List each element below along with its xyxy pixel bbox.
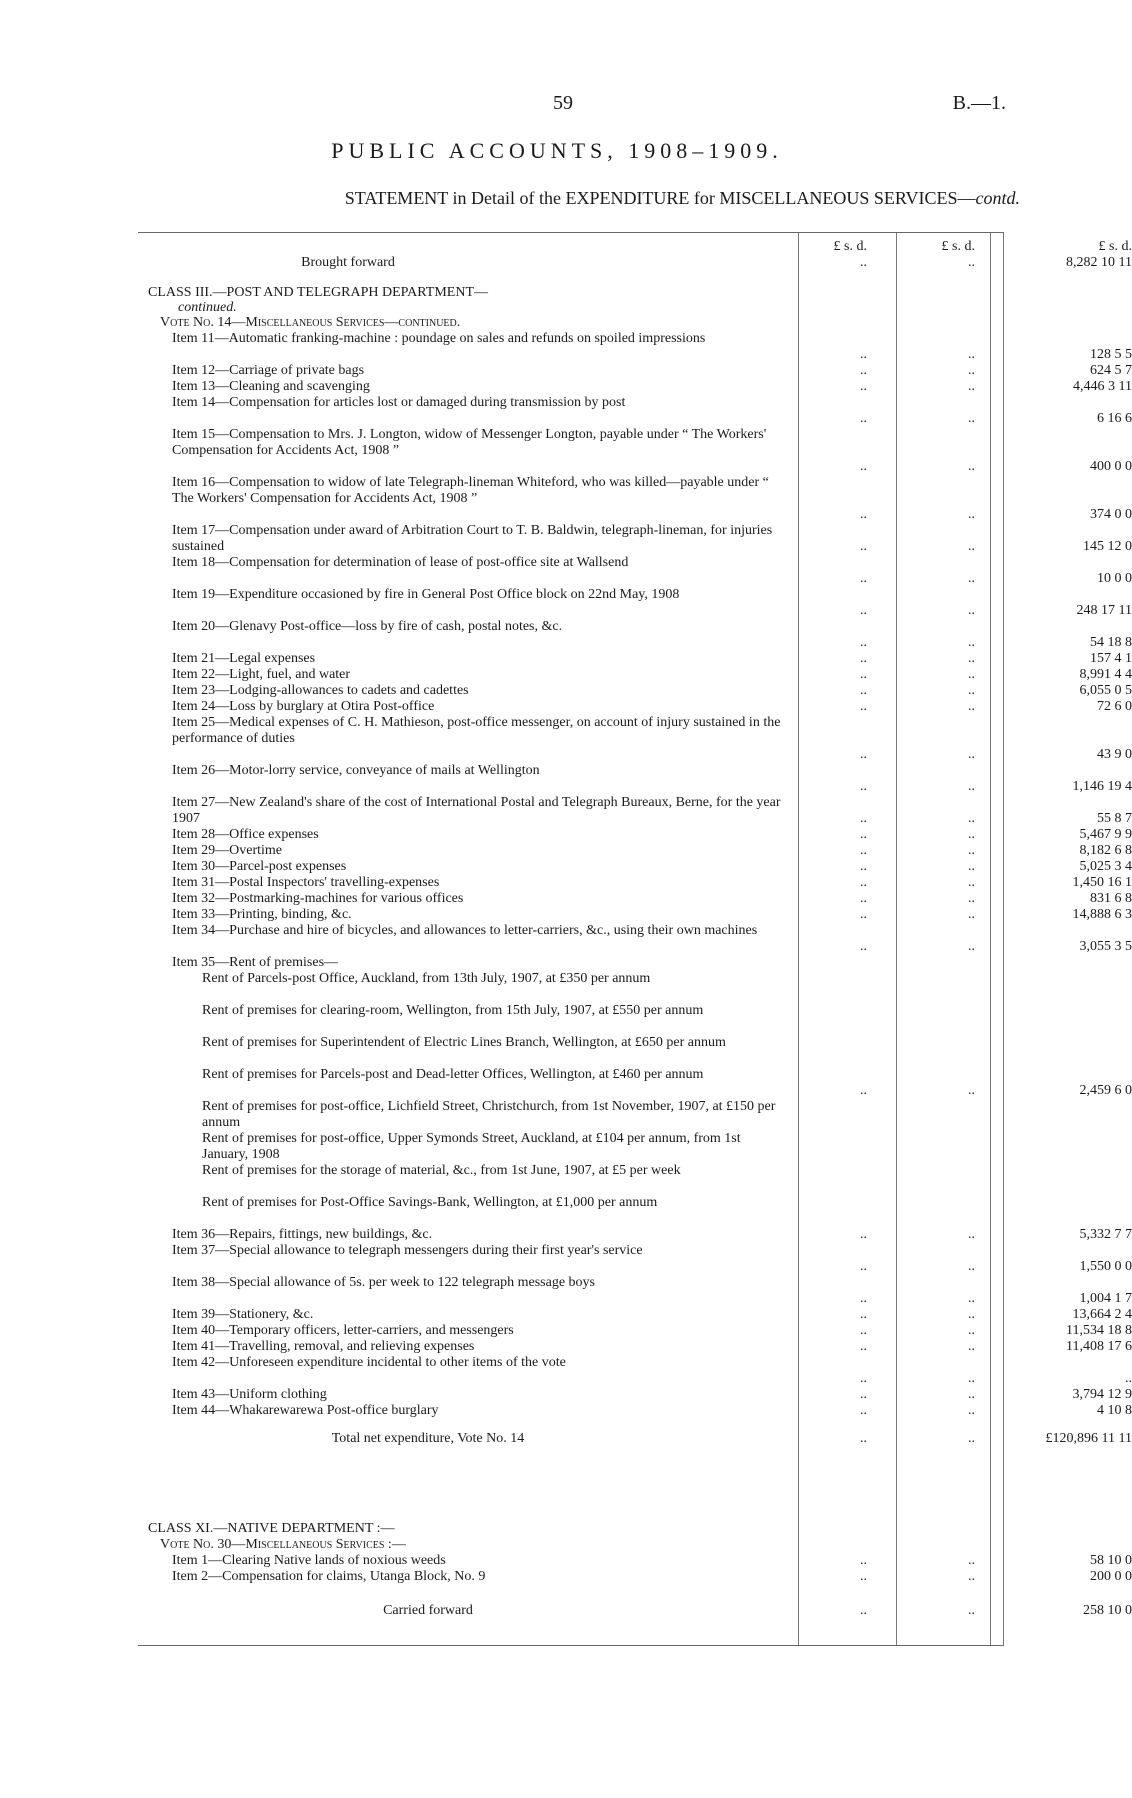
amount-col-a: .. <box>860 379 867 394</box>
item-text: Item 20—Glenavy Post-office—loss by fire of cash, postal notes, &c. <box>172 619 563 634</box>
amount-total: 157 4 1 <box>1090 651 1132 666</box>
class-heading-continued: continued. <box>178 300 237 315</box>
amount-total: 6,055 0 5 <box>1079 683 1132 698</box>
item-text: Item 14—Compensation for articles lost or damaged during transmission by post <box>172 395 626 410</box>
brought-forward-label: Brought forward <box>301 255 395 270</box>
amount-col-a: .. <box>860 891 867 906</box>
item-text: Item 34—Purchase and hire of bicycles, and allowances to letter-carriers, &c., using their own machines <box>172 923 758 938</box>
amount-col-a: .. <box>860 651 867 666</box>
amount-total: 1,450 16 1 <box>1072 875 1132 890</box>
amount-total: £ s. d. <box>1098 239 1132 254</box>
amount-total: 10 0 0 <box>1097 571 1132 586</box>
amount-col-b: .. <box>968 1227 975 1242</box>
amount-col-a: .. <box>860 635 867 650</box>
amount-col-a: .. <box>860 255 867 270</box>
class-heading-text: CLASS III.—POST AND TELEGRAPH DEPARTMENT— <box>148 285 488 300</box>
amount-col-a: .. <box>860 603 867 618</box>
amount-total: 8,282 10 11 <box>1066 255 1132 270</box>
item-text: Item 37—Special allowance to telegraph messengers during their first year's service <box>172 1243 643 1258</box>
amount-col-b: .. <box>968 1339 975 1354</box>
amount-col-a: .. <box>860 667 867 682</box>
item-text: Item 21—Legal expenses <box>172 651 316 666</box>
amount-total: 58 10 0 <box>1090 1553 1132 1568</box>
page-title: PUBLIC ACCOUNTS, 1908–1909. <box>331 138 783 163</box>
item-text: Item 44—Whakarewarewa Post-office burglary <box>172 1403 439 1418</box>
amount-col-a: .. <box>860 1291 867 1306</box>
amount-col-a: .. <box>860 859 867 874</box>
item-text: Item 23—Lodging-allowances to cadets and cadettes <box>172 683 469 698</box>
column-divider <box>990 233 991 1645</box>
amount-col-b: .. <box>968 507 975 522</box>
amount-col-b: .. <box>968 1569 975 1584</box>
item-text: Item 33—Printing, binding, &c. <box>172 907 352 922</box>
amount-col-b: .. <box>968 255 975 270</box>
amount-total: 1,146 19 4 <box>1072 779 1132 794</box>
item-text: Item 17—Compensation under award of Arbitration Court to T. B. Baldwin, telegraph-lineman, for injuries sustained <box>172 523 773 554</box>
amount-col-b: .. <box>968 1603 975 1618</box>
amount-col-a: .. <box>860 875 867 890</box>
amount-total: 624 5 7 <box>1090 363 1132 378</box>
amount-col-b: £ s. d. <box>941 239 975 254</box>
class-heading-text: CLASS XI.—NATIVE DEPARTMENT :— <box>148 1521 395 1536</box>
amount-col-b: .. <box>968 635 975 650</box>
amount-total: 1,550 0 0 <box>1079 1259 1132 1274</box>
item-text: Item 2—Compensation for claims, Utanga Block, No. 9 <box>172 1569 486 1584</box>
amount-col-a: .. <box>860 507 867 522</box>
item-text: Item 30—Parcel-post expenses <box>172 859 347 874</box>
amount-col-a: .. <box>860 539 867 554</box>
amount-total: 55 8 7 <box>1097 811 1132 826</box>
premises-line: Rent of premises for clearing-room, Wellington, from 15th July, 1907, at £550 per annum <box>202 1003 704 1018</box>
item-text: Item 11—Automatic franking-machine : poundage on sales and refunds on spoiled impressions <box>172 331 706 346</box>
amount-col-b: .. <box>968 827 975 842</box>
amount-total: 13,664 2 4 <box>1072 1307 1132 1322</box>
amount-col-a: .. <box>860 811 867 826</box>
amount-col-b: .. <box>968 907 975 922</box>
amount-col-b: .. <box>968 667 975 682</box>
statement-subtitle <box>140 188 1020 209</box>
item-text: Item 43—Uniform clothing <box>172 1387 327 1402</box>
item-text: Item 16—Compensation to widow of late Telegraph-lineman Whiteford, who was killed—payable under “ The Workers' Compensation for Accidents Act, 1908 ” <box>172 475 769 506</box>
page-number: 59 <box>553 92 573 114</box>
amount-col-a: .. <box>860 1259 867 1274</box>
item-text: Item 40—Temporary officers, letter-carriers, and messengers <box>172 1323 514 1338</box>
amount-total: 14,888 6 3 <box>1072 907 1132 922</box>
amount-col-a: .. <box>860 1603 867 1618</box>
item-text: Item 41—Travelling, removal, and relieving expenses <box>172 1339 475 1354</box>
amount-col-b: .. <box>968 875 975 890</box>
amount-col-a: .. <box>860 843 867 858</box>
item-text: Item 12—Carriage of private bags <box>172 363 365 378</box>
amount-col-b: .. <box>968 1403 975 1418</box>
amount-col-a: .. <box>860 1371 867 1386</box>
item-text: Item 13—Cleaning and scavenging <box>172 379 370 394</box>
premises-line: Rent of premises for the storage of material, &c., from 1st June, 1907, at £5 per week <box>202 1163 681 1178</box>
amount-col-a: .. <box>860 779 867 794</box>
amount-col-a: .. <box>860 459 867 474</box>
amount-col-b: .. <box>968 379 975 394</box>
item-text: Item 26—Motor-lorry service, conveyance of mails at Wellington <box>172 763 540 778</box>
item-text: Item 42—Unforeseen expenditure incidental to other items of the vote <box>172 1355 566 1370</box>
amount-col-b: .. <box>968 1259 975 1274</box>
amount-total: 2,459 6 0 <box>1079 1083 1132 1098</box>
amount-col-b: .. <box>968 1431 975 1446</box>
item-text: Item 39—Stationery, &c. <box>172 1307 314 1322</box>
amount-col-b: .. <box>968 683 975 698</box>
amount-col-a: .. <box>860 411 867 426</box>
amount-col-a: .. <box>860 1569 867 1584</box>
amount-col-b: .. <box>968 1083 975 1098</box>
premises-line: Rent of premises for Parcels-post and Dead-letter Offices, Wellington, at £460 per annum <box>202 1067 704 1082</box>
premises-line: Rent of premises for Superintendent of Electric Lines Branch, Wellington, at £650 per annum <box>202 1035 726 1050</box>
item-text: Item 36—Repairs, fittings, new buildings, &c. <box>172 1227 433 1242</box>
amount-col-b: .. <box>968 347 975 362</box>
premises-line: Rent of Parcels-post Office, Auckland, from 13th July, 1907, at £350 per annum <box>202 971 651 986</box>
amount-total: 6 16 6 <box>1097 411 1132 426</box>
amount-col-b: .. <box>968 363 975 378</box>
amount-col-b: .. <box>968 571 975 586</box>
amount-col-a: .. <box>860 1403 867 1418</box>
amount-col-b: .. <box>968 1323 975 1338</box>
amount-col-b: .. <box>968 603 975 618</box>
item-text: Item 25—Medical expenses of C. H. Mathieson, post-office messenger, on account of injury sustained in the performance of duties <box>172 715 781 746</box>
document-code: B.—1. <box>952 92 1006 114</box>
amount-total: 5,332 7 7 <box>1079 1227 1132 1242</box>
premises-line: Rent of premises for post-office, Upper Symonds Street, Auckland, at £104 per annum, from 1st January, 1908 <box>202 1131 741 1162</box>
amount-total: 3,794 12 9 <box>1072 1387 1132 1402</box>
column-divider <box>798 233 799 1645</box>
amount-col-a: .. <box>860 939 867 954</box>
amount-total: 5,467 9 9 <box>1079 827 1132 842</box>
amount-total: 128 5 5 <box>1090 347 1132 362</box>
item-text: Item 31—Postal Inspectors' travelling-expenses <box>172 875 440 890</box>
amount-col-a: .. <box>860 1323 867 1338</box>
amount-col-b: .. <box>968 1553 975 1568</box>
amount-col-b: .. <box>968 1371 975 1386</box>
item-text: Item 19—Expenditure occasioned by fire in General Post Office block on 22nd May, 1908 <box>172 587 680 602</box>
amount-col-a: .. <box>860 1083 867 1098</box>
item-text: Item 18—Compensation for determination of lease of post-office site at Wallsend <box>172 555 629 570</box>
amount-total: 248 17 11 <box>1076 603 1132 618</box>
item-text: Item 28—Office expenses <box>172 827 319 842</box>
amount-col-a: .. <box>860 827 867 842</box>
amount-total: 5,025 3 4 <box>1079 859 1132 874</box>
subtitle-suffix: contd. <box>975 188 1020 208</box>
amount-col-a: .. <box>860 1553 867 1568</box>
amount-col-b: .. <box>968 459 975 474</box>
amount-total: 54 18 8 <box>1090 635 1132 650</box>
amount-col-a: .. <box>860 1339 867 1354</box>
amount-col-a: .. <box>860 1227 867 1242</box>
amount-total: 72 6 0 <box>1097 699 1132 714</box>
amount-total: 3,055 3 5 <box>1079 939 1132 954</box>
amount-total: 831 6 8 <box>1090 891 1132 906</box>
amount-col-b: .. <box>968 1387 975 1402</box>
amount-total: 374 0 0 <box>1090 507 1132 522</box>
item-text: Item 22—Light, fuel, and water <box>172 667 351 682</box>
amount-col-b: .. <box>968 891 975 906</box>
item-text: Item 15—Compensation to Mrs. J. Longton, widow of Messenger Longton, payable under “ The Workers' Compensation for Accidents Act, 1908 ” <box>172 427 767 458</box>
amount-total: 145 12 0 <box>1083 539 1132 554</box>
amount-col-b: .. <box>968 699 975 714</box>
amount-col-b: .. <box>968 1307 975 1322</box>
item-text: Item 27—New Zealand's share of the cost of International Postal and Telegraph Bureaux, Berne, for the year 1907 <box>172 795 781 826</box>
amount-col-a: £ s. d. <box>833 239 867 254</box>
amount-total: 43 9 0 <box>1097 747 1132 762</box>
amount-col-a: .. <box>860 347 867 362</box>
amount-col-a: .. <box>860 1307 867 1322</box>
amount-col-b: .. <box>968 939 975 954</box>
amount-total: 258 10 0 <box>1083 1603 1132 1618</box>
amount-total: 4 10 8 <box>1097 1403 1132 1418</box>
item-text: Item 29—Overtime <box>172 843 283 858</box>
amount-col-b: .. <box>968 779 975 794</box>
amount-total: 8,182 6 8 <box>1079 843 1132 858</box>
amount-col-a: .. <box>860 907 867 922</box>
amount-total: 4,446 3 11 <box>1073 379 1132 394</box>
column-divider <box>896 233 897 1645</box>
amount-col-a: .. <box>860 571 867 586</box>
item-text: Item 1—Clearing Native lands of noxious weeds <box>172 1553 446 1568</box>
amount-col-b: .. <box>968 651 975 666</box>
amount-col-b: .. <box>968 411 975 426</box>
amount-total: £120,896 11 11 <box>1045 1431 1132 1446</box>
item-text: Item 32—Postmarking-machines for various offices <box>172 891 464 906</box>
item-text: Item 24—Loss by burglary at Otira Post-office <box>172 699 435 714</box>
amount-col-b: .. <box>968 843 975 858</box>
vote-heading-text: Vote No. 30—Miscellaneous Services :— <box>160 1537 406 1552</box>
amount-total: .. <box>1125 1371 1132 1386</box>
amount-col-b: .. <box>968 539 975 554</box>
amount-col-b: .. <box>968 859 975 874</box>
amount-total: 11,408 17 6 <box>1066 1339 1132 1354</box>
amount-col-a: .. <box>860 699 867 714</box>
item-35-text: Item 35—Rent of premises— <box>172 955 339 970</box>
amount-col-b: .. <box>968 1291 975 1306</box>
amount-col-a: .. <box>860 1431 867 1446</box>
total-label: Total net expenditure, Vote No. 14 <box>331 1431 525 1446</box>
vote-heading-text: Vote No. 14—Miscellaneous Services—continued. <box>160 315 461 330</box>
amount-total: 400 0 0 <box>1090 459 1132 474</box>
expenditure-table <box>138 232 1132 1646</box>
amount-total: 200 0 0 <box>1090 1569 1132 1584</box>
subtitle-text: STATEMENT in Detail of the EXPENDITURE for MISCELLANEOUS SERVICES— <box>344 188 976 208</box>
amount-col-a: .. <box>860 363 867 378</box>
amount-total: 1,004 1 7 <box>1079 1291 1132 1306</box>
amount-col-b: .. <box>968 747 975 762</box>
amount-col-a: .. <box>860 1387 867 1402</box>
amount-col-a: .. <box>860 683 867 698</box>
item-text: Item 38—Special allowance of 5s. per week to 122 telegraph message boys <box>172 1275 595 1290</box>
premises-line: Rent of premises for Post-Office Savings-Bank, Wellington, at £1,000 per annum <box>202 1195 658 1210</box>
amount-col-b: .. <box>968 811 975 826</box>
amount-col-a: .. <box>860 747 867 762</box>
amount-total: 11,534 18 8 <box>1066 1323 1132 1338</box>
carried-forward-label: Carried forward <box>383 1603 473 1618</box>
premises-line: Rent of premises for post-office, Lichfield Street, Christchurch, from 1st November, 1907, at £150 per annum <box>202 1099 776 1130</box>
amount-total: 8,991 4 4 <box>1079 667 1132 682</box>
